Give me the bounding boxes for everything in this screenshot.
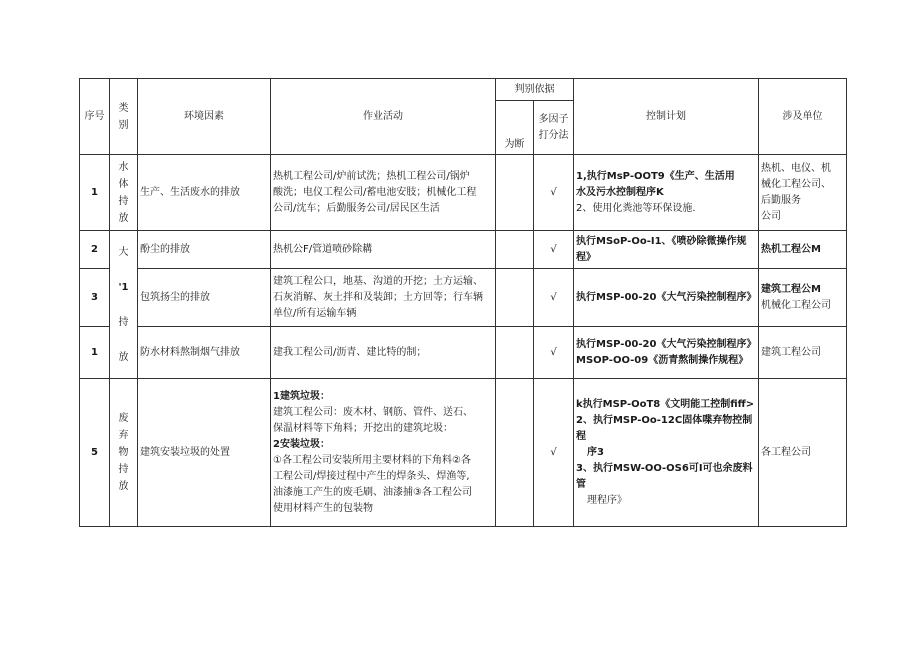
plan-line: 执行MSP-00-20《大气污染控制程序》 [576,291,757,303]
activity-line: 酸洗；电仪工程公司/蓄电池安肢；机械化工程 [273,186,477,198]
unit-line: 机械化工程公司 [761,299,831,311]
category-char: 放 [118,351,129,363]
category-char: 物 [118,447,129,458]
header-basis-score-line2: 打分法 [538,129,569,141]
row-seq: 1 [80,327,110,379]
activity-line: 热机公F/管道喷砂除耩 [273,243,373,255]
category-char: 废 [118,413,129,424]
category-char: '1 [118,281,129,293]
environment-factor-table [79,78,847,527]
row-unit [759,327,847,379]
unit-line: 建筑工程公M [761,283,821,295]
header-category [110,79,138,155]
row-activity [271,155,496,231]
row-factor: 建筑安装垃圾的处置 [138,379,271,527]
header-seq: 序号 [80,79,110,155]
category-char: 大 [118,246,129,258]
activity-line: 建我工程公司/沥青、建比特的制； [273,346,427,358]
activity-line: 保温材料等下角料；开挖出的建筑坨圾： [273,422,453,434]
row-judge [496,155,534,231]
activity-line: 1建筑垃圾： [273,390,330,402]
row-mark: √ [534,327,574,379]
category-char: 持 [118,316,129,328]
row-judge [496,327,534,379]
plan-line: k执行MSP-OoT8《文明能工控制fiff> [576,398,755,410]
header-basis-judge: 为断 [496,101,534,155]
row-unit [759,379,847,527]
row-activity [271,231,496,269]
activity-line: 公司/沈车；后勤服务公司/居民区生活 [273,202,440,214]
unit-line: 后勤服务 [761,194,801,206]
plan-line: 理程序》 [587,494,627,506]
row-judge [496,269,534,327]
header-activity: 作业活动 [271,79,496,155]
category-air [110,231,138,379]
unit-line: 公司 [761,210,781,222]
row-factor: 防水材料熬制烟气排放 [138,327,271,379]
category-char: 体 [118,178,129,190]
row-seq: 5 [80,379,110,527]
row-judge [496,379,534,527]
table-row [80,231,847,269]
table-row [80,269,847,327]
plan-line: 执行MSP-00-20《大气污染控制程序》 [576,338,757,350]
category-char: 弃 [118,430,129,441]
row-unit [759,155,847,231]
category-char: 水 [118,161,129,173]
header-unit: 涉及单位 [759,79,847,155]
activity-line: 单位/所有运输车辆 [273,307,357,319]
activity-line: 工程公司/焊接过程中产生的焊条头、焊渔等, [273,470,470,482]
activity-line: 使用材料产生的包装物 [273,502,373,514]
activity-line: 石灰消解、灰土拌和及装卸；土方回等；行车辆 [273,291,483,303]
row-mark: √ [534,155,574,231]
unit-line: 建筑工程公司 [761,346,821,358]
header-category-text: 类别 [118,102,129,131]
row-plan [574,155,759,231]
plan-line: 2、使用化粪池等环保设施. [576,202,696,214]
unit-line: 热机工程公M [761,243,821,255]
row-activity [271,327,496,379]
row-seq: 3 [80,269,110,327]
plan-line: 1,执行MsP-OOT9《生产、生活用 [576,170,735,182]
category-waste [110,379,138,527]
category-char: 放 [118,481,129,492]
row-plan [574,231,759,269]
table-row [80,155,847,231]
plan-line: 3、执行MSW-OO-OS6可I可也余废料管 [576,462,753,490]
plan-line: 执行MSoP-Oo-I1、《喷砂除微操作规程》 [576,235,747,263]
plan-line: 序3 [587,446,604,458]
row-mark: √ [534,379,574,527]
row-seq: 1 [80,155,110,231]
row-mark: √ [534,269,574,327]
plan-line: 水及污水控制程序K [576,186,664,198]
unit-line: 各工程公司 [761,446,811,458]
activity-line: 建筑工程公司：废木材、钢筋、管件、送石、 [273,406,473,418]
row-factor: 生产、生活废水的排放 [138,155,271,231]
table-row [80,327,847,379]
activity-line: 建筑工程公口，地基、沟道的开挖；土方运输、 [273,275,483,287]
plan-line: MSOP-OO-09《沥青熬制操作规程》 [576,354,749,366]
unit-line: 械化工程公司、 [761,178,831,190]
row-judge [496,231,534,269]
category-char: 持 [118,464,129,475]
header-factor: 环境因素 [138,79,271,155]
header-basis: 判别依据 [496,79,574,101]
category-water [110,155,138,231]
row-mark: √ [534,231,574,269]
row-factor: 包筑扬尘的排放 [138,269,271,327]
row-activity [271,379,496,527]
row-plan [574,379,759,527]
unit-line: 热机、电仪、机 [761,162,831,174]
row-plan [574,269,759,327]
row-plan [574,327,759,379]
row-unit [759,231,847,269]
activity-line: 2安装垃圾： [273,438,330,450]
plan-line: 2、执行MSP-Oo-12C固体喋弃物控制程 [576,414,753,442]
activity-line: ①各工程公司安装所用主要材料的下角料②各 [273,454,471,466]
row-factor: 酚尘的排放 [138,231,271,269]
header-basis-score-line1: 多因子 [538,113,569,125]
category-char: 持 [118,195,129,207]
row-unit [759,269,847,327]
table-row [80,379,847,527]
category-char: 放 [118,212,129,224]
activity-line: 热机工程公司/炉前试洗；热机工程公司/锅炉 [273,170,470,182]
header-basis-score [534,101,574,155]
activity-line: 油漆施工产生的废毛刷、油漆捕③各工程公司 [273,486,472,498]
header-plan: 控制计划 [574,79,759,155]
row-seq: 2 [80,231,110,269]
row-activity [271,269,496,327]
